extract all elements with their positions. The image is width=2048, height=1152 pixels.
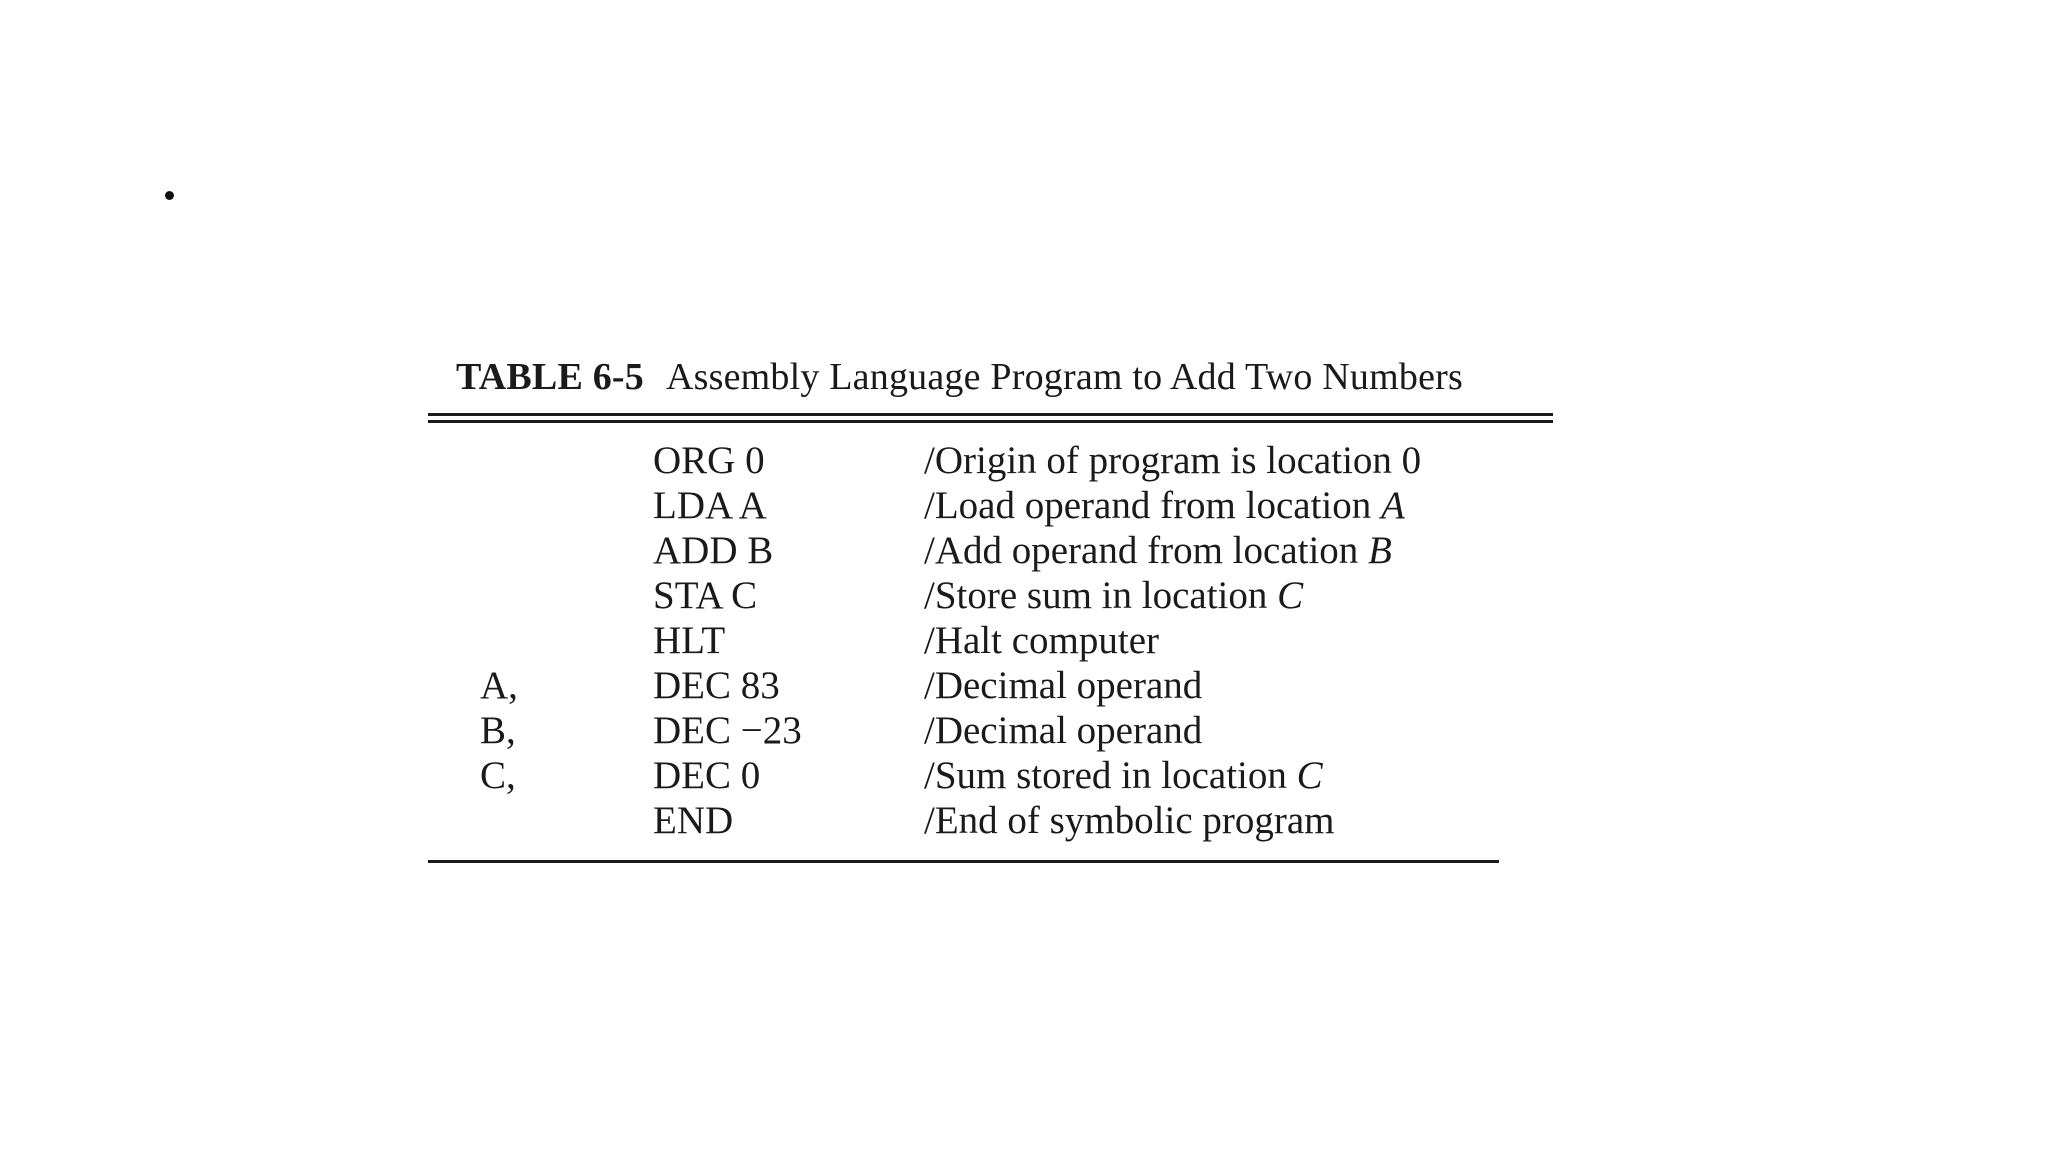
row-comment [924, 438, 1421, 483]
table-row [428, 663, 1553, 708]
row-comment-symbol: C [1296, 754, 1323, 797]
row-comment [924, 483, 1405, 528]
row-comment-symbol: C [1277, 574, 1304, 617]
bottom-rule [428, 860, 1499, 863]
row-instruction: STA C [653, 574, 758, 617]
row-label: B, [480, 709, 516, 752]
row-instruction: LDA A [653, 484, 767, 527]
top-rule-inner [428, 420, 1553, 423]
row-comment-text: /Load operand from location [924, 484, 1382, 527]
row-comment-text: /Decimal operand [924, 709, 1203, 752]
row-comment [924, 528, 1392, 573]
slide-bullet [165, 191, 174, 200]
row-comment-symbol: A [1381, 484, 1405, 527]
row-comment [924, 708, 1202, 753]
top-rule [428, 413, 1553, 416]
table-number: TABLE 6-5 [456, 356, 644, 398]
table-caption [456, 350, 1463, 404]
row-label: C, [480, 754, 516, 797]
row-instruction: HLT [653, 619, 726, 662]
row-comment [924, 618, 1159, 663]
row-comment-text: /Halt computer [924, 619, 1160, 662]
row-instruction: ORG 0 [653, 439, 765, 482]
row-label: A, [480, 664, 518, 707]
row-instruction: DEC 83 [653, 664, 780, 707]
row-instruction: DEC 0 [653, 754, 761, 797]
row-comment [924, 663, 1202, 708]
table-row [428, 573, 1553, 618]
table-row [428, 798, 1553, 843]
table-row [428, 753, 1553, 798]
table-row [428, 483, 1553, 528]
row-comment-text: /Store sum in location [924, 574, 1278, 617]
row-comment-text: /Origin of program is location 0 [924, 439, 1422, 482]
row-comment [924, 753, 1323, 798]
table-row [428, 528, 1553, 573]
row-instruction: ADD B [653, 529, 774, 572]
table-row [428, 618, 1553, 663]
table-row [428, 438, 1553, 483]
row-comment-text: /Sum stored in location [924, 754, 1297, 797]
row-comment-symbol: B [1368, 529, 1392, 572]
row-instruction: END [653, 799, 734, 842]
table-row [428, 708, 1553, 753]
row-comment-text: /End of symbolic program [924, 799, 1335, 842]
row-comment [924, 798, 1335, 843]
table-title: Assembly Language Program to Add Two Numbers [665, 356, 1463, 398]
row-comment [924, 573, 1303, 618]
program-rows [428, 438, 1553, 843]
row-comment-text: /Decimal operand [924, 664, 1203, 707]
row-comment-text: /Add operand from location [924, 529, 1369, 572]
row-instruction: DEC −23 [653, 709, 802, 752]
